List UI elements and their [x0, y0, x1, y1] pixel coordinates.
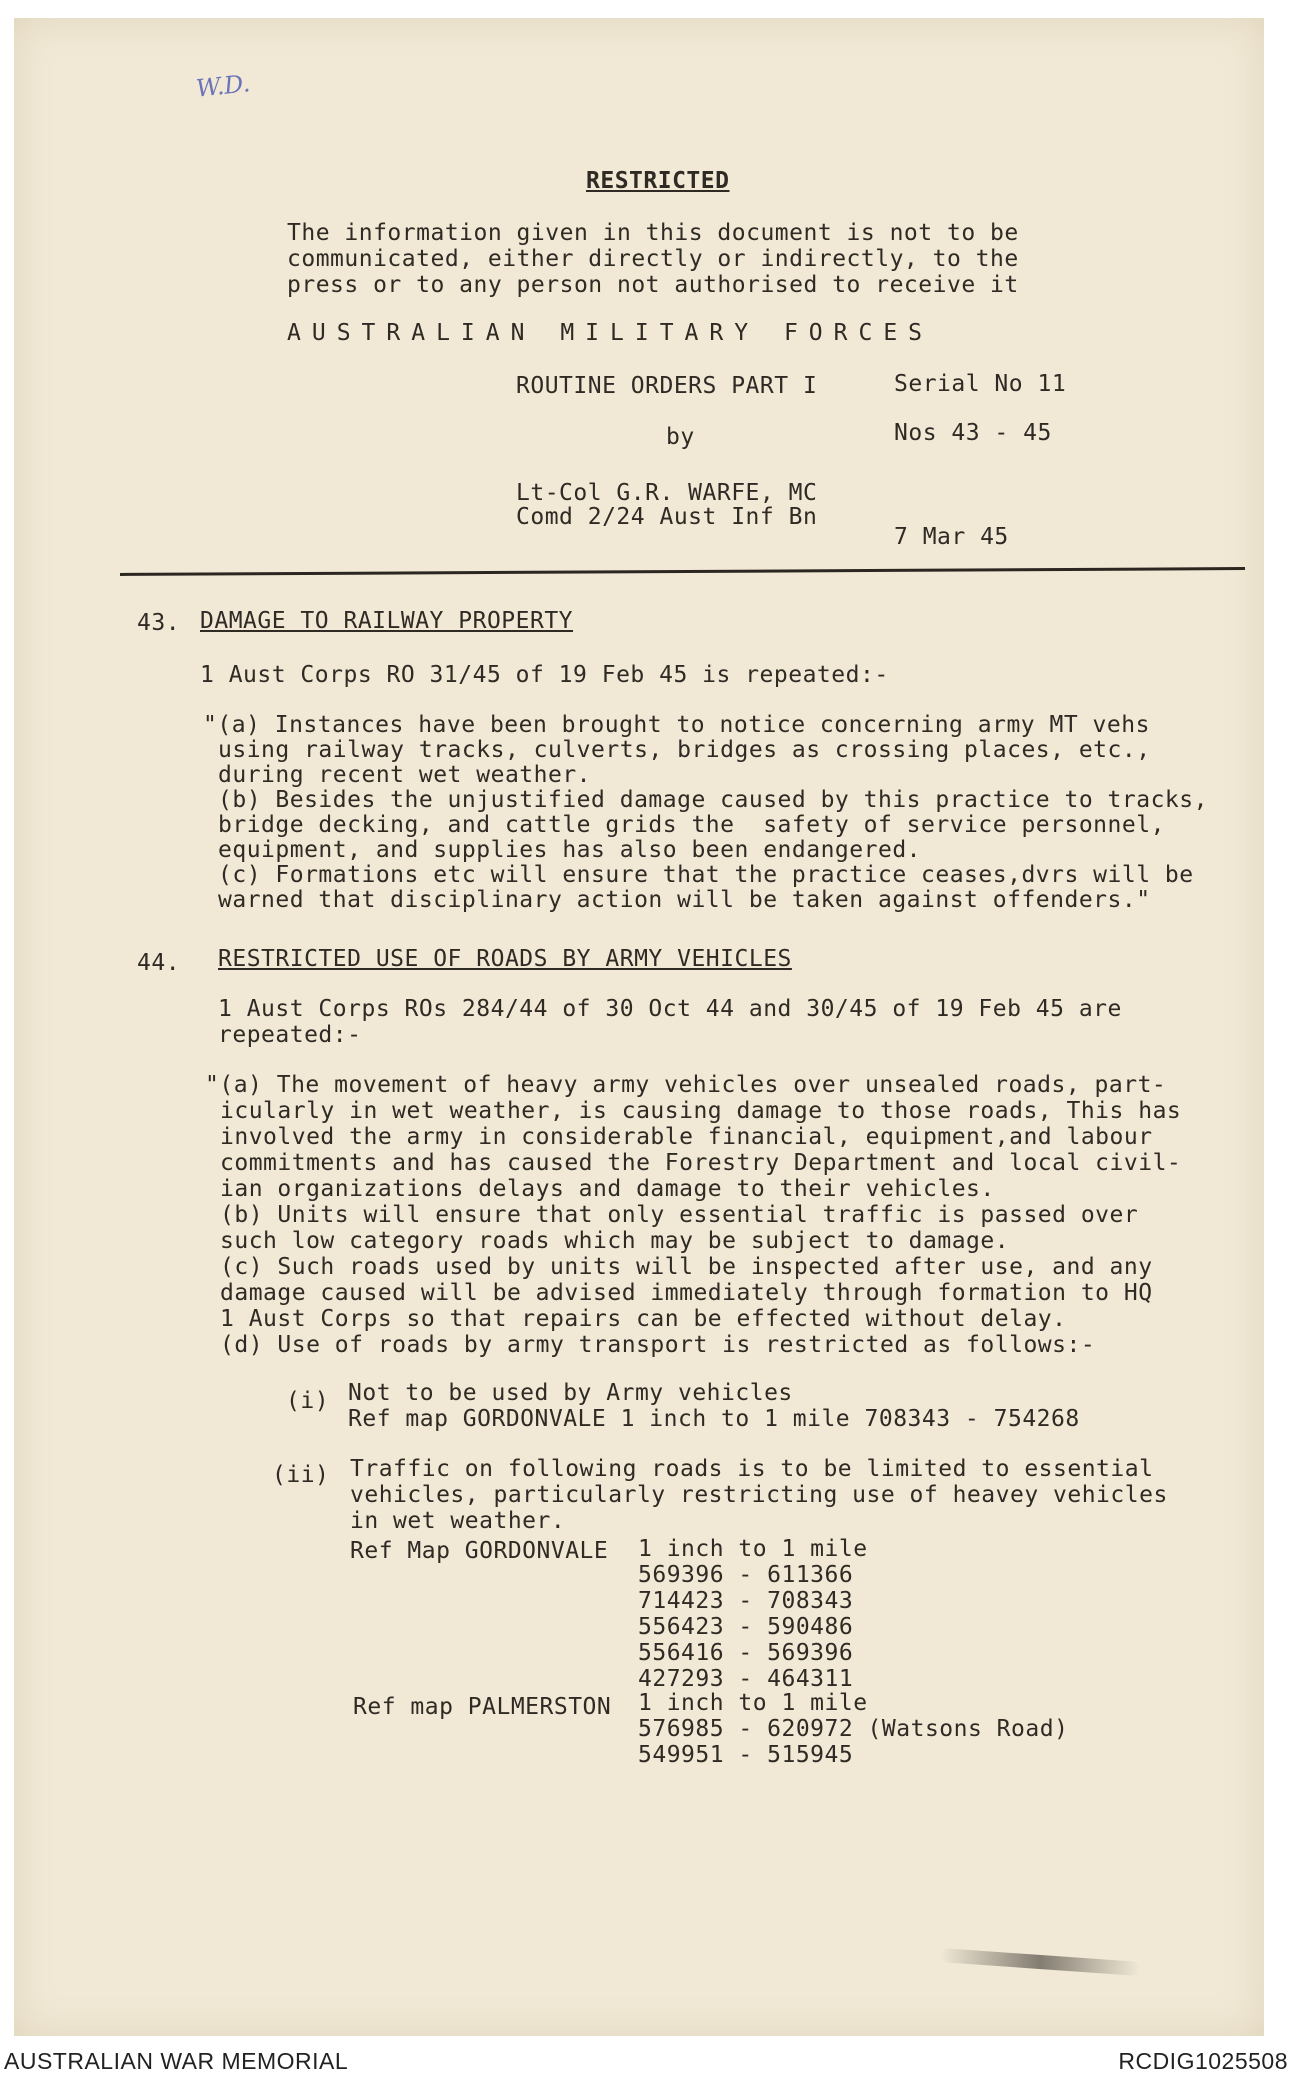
order-44-number: 44.	[137, 950, 181, 976]
order-date: 7 Mar 45	[894, 524, 1009, 550]
map-2-scale: 1 inch to 1 mile	[638, 1690, 868, 1716]
officer-command: Comd 2/24 Aust Inf Bn	[516, 504, 818, 530]
by-label: by	[666, 424, 695, 450]
notice-line-2: communicated, either directly or indirectly, to the	[287, 246, 1019, 272]
notice-line-3: press or to any person not authorised to receive it	[287, 272, 1019, 298]
officer-name: Lt-Col G.R. WARFE, MC	[516, 480, 818, 506]
order-44-intro: repeated:-	[218, 1022, 362, 1048]
serial-number: Serial No 11	[894, 371, 1067, 397]
order-43-line: "(a) Instances have been brought to notice concerning army MT vehs	[203, 712, 1150, 738]
handwritten-annotation: W.D.	[194, 69, 252, 103]
order-44-line: (b) Units will ensure that only essential traffic is passed over	[220, 1202, 1139, 1228]
order-44-intro: 1 Aust Corps ROs 284/44 of 30 Oct 44 and 30/45 of 19 Feb 45 are	[218, 996, 1122, 1022]
order-44-line: such low category roads which may be subject to damage.	[220, 1228, 1010, 1254]
order-44-line: "(a) The movement of heavy army vehicles over unsealed roads, part-	[205, 1072, 1167, 1098]
map-1-scale: 1 inch to 1 mile	[638, 1536, 868, 1562]
order-numbers: Nos 43 - 45	[894, 420, 1052, 446]
order-44-line: commitments and has caused the Forestry Department and local civil-	[220, 1150, 1182, 1176]
order-43-line: during recent wet weather.	[218, 762, 592, 788]
order-44-title: RESTRICTED USE OF ROADS BY ARMY VEHICLES	[218, 946, 792, 972]
clause-i-line: Not to be used by Army vehicles	[348, 1380, 793, 1406]
force-title: AUSTRALIAN MILITARY FORCES	[287, 320, 934, 346]
order-43-line: (c) Formations etc will ensure that the practice ceases,dvrs will be	[218, 862, 1194, 888]
notice-line-1: The information given in this document is not to be	[287, 220, 1019, 246]
order-44-line: icularly in wet weather, is causing damage to those roads, This has	[220, 1098, 1182, 1124]
clause-i-label: (i)	[286, 1388, 330, 1414]
order-44-line: involved the army in considerable financial, equipment,and labour	[220, 1124, 1153, 1150]
order-44-line: 1 Aust Corps so that repairs can be effected without delay.	[220, 1306, 1067, 1332]
order-44-line: (c) Such roads used by units will be inspected after use, and any	[220, 1254, 1153, 1280]
map-1-label: Ref Map GORDONVALE	[350, 1538, 609, 1564]
order-43-line: (b) Besides the unjustified damage caused by this practice to tracks,	[218, 787, 1208, 813]
order-43-line: warned that disciplinary action will be taken against offenders."	[218, 887, 1151, 913]
order-43-title: DAMAGE TO RAILWAY PROPERTY	[200, 608, 574, 634]
map-2-ref: 549951 - 515945	[638, 1742, 854, 1768]
order-44-line: (d) Use of roads by army transport is restricted as follows:-	[220, 1332, 1096, 1358]
order-44-line: ian organizations delays and damage to their vehicles.	[220, 1176, 995, 1202]
order-44-line: damage caused will be advised immediately through formation to HQ	[220, 1280, 1153, 1306]
map-1-ref: 427293 - 464311	[638, 1666, 854, 1692]
order-43-number: 43.	[137, 610, 181, 636]
clause-ii-line: in wet weather.	[350, 1508, 566, 1534]
order-43-line: bridge decking, and cattle grids the safety of service personnel,	[218, 812, 1165, 838]
map-2-ref: 576985 - 620972 (Watsons Road)	[638, 1716, 1069, 1742]
map-1-ref: 714423 - 708343	[638, 1588, 854, 1614]
clause-i-line: Ref map GORDONVALE 1 inch to 1 mile 708343 - 754268	[348, 1406, 1080, 1432]
map-1-ref: 556423 - 590486	[638, 1614, 854, 1640]
clause-ii-label: (ii)	[272, 1462, 330, 1488]
map-1-ref: 569396 - 611366	[638, 1562, 854, 1588]
order-43-intro: 1 Aust Corps RO 31/45 of 19 Feb 45 is repeated:-	[200, 662, 889, 688]
clause-ii-line: Traffic on following roads is to be limited to essential	[350, 1456, 1154, 1482]
footer-source: AUSTRALIAN WAR MEMORIAL	[4, 2048, 349, 2074]
map-2-label: Ref map PALMERSTON	[353, 1694, 612, 1720]
classification-heading: RESTRICTED	[586, 168, 730, 194]
clause-ii-line: vehicles, particularly restricting use of heavey vehicles	[350, 1482, 1168, 1508]
footer-catalogue-id: RCDIG1025508	[1118, 2048, 1288, 2074]
order-43-line: using railway tracks, culverts, bridges as crossing places, etc.,	[218, 737, 1151, 763]
map-1-ref: 556416 - 569396	[638, 1640, 854, 1666]
order-type: ROUTINE ORDERS PART I	[516, 373, 818, 399]
order-43-line: equipment, and supplies has also been endangered.	[218, 837, 922, 863]
